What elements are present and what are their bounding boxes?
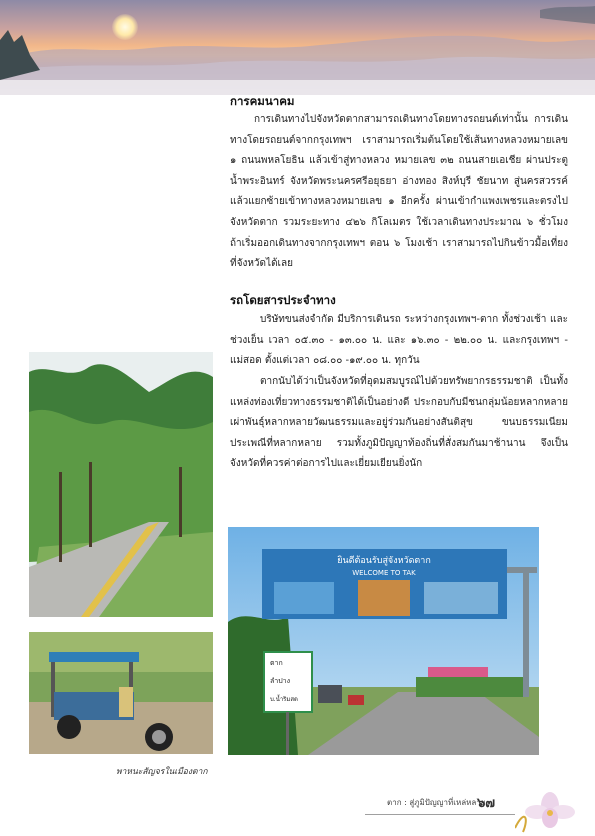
photo-welcome-sign xyxy=(228,527,539,755)
paragraph-province: ตากนับได้ว่าเป็นจังหวัดที่อุดมสมบูรณ์ไปด้วยทรัพยากรธรรมชาติ เป็นทั้งแหล่งท่องเที่ยวทางธรรมชาติได้เป็นอย่างดี ประกอบกับมีชนกลุ่มน้อยหลากหลายเผ่าพันธุ์หลากหลายวัฒนธรรมและอยู่ร่วมกันอย่างสันติสุข ขนบธรรมเนียมประเพณีที่หลากหลาย รวมทั้งภูมิปัญญาท้องถิ่นที่สั่งสมกันมาช้านาน จึงเป็นจังหวัดที่ควรค่าต่อการไปและเยี่ยมเยียนยิ่งนัก xyxy=(230,376,568,470)
photo-tuktuk xyxy=(29,632,213,754)
footer-rule xyxy=(365,814,515,815)
page-number: ๖๗ xyxy=(477,796,496,811)
road-sign-tak: ตาก xyxy=(270,659,283,667)
sign-thai-text: ยินดีต้อนรับสู่จังหวัดตาก xyxy=(337,556,431,566)
page-footer xyxy=(365,788,595,836)
paragraph-bus: บริษัทขนส่งจำกัด มีบริการเดินรถ ระหว่างกรุงเทพฯ-ตาก ทั้งช่วงเช้า และช่วงเย็น เวลา ๐๕.๓๐ - ๑๓.๐๐ น. และ ๑๖.๓๐ - ๒๒.๐๐ น. และกรุงเทพฯ - แม่สอด ตั้งแต่เวลา ๐๘.๐๐ -๑๙.๐๐ น. ทุกวัน xyxy=(230,314,568,367)
paragraph-transport: การเดินทางไปจังหวัดตากสามารถเดินทางโดยทางรถยนต์เท่านั้น การเดินทางโดยรถยนต์จากกรุงเทพฯ เราสามารถเริ่มต้นโดยใช้เส้นทางหลวงหมายเลข ๑ ถนนพหลโยธิน แล้วเข้าสู่ทางหลวง หมายเลข ๓๒ ถนนสายเอเชีย ผ่านประตูน้ำพระอินทร์ จังหวัดพระนครศรีอยุธยา อ่างทอง สิงห์บุรี ชัยนาท สู่นครสวรรค์ แล้วแยกซ้ายเข้าทางหลวงหมายเลข ๑ อีกครั้ง ผ่านเข้ากำแพงเพชรและตรงไปจังหวัดตาก รวมระยะทาง ๔๒๖ กิโลเมตร ใช้เวลาเดินทางประมาณ ๖ ชั่วโมง ถ้าเริ่มออกเดินทางจากกรุงเทพฯ ตอน ๖ โมงเช้า เราสามารถไปกินข้าวมื้อเที่ยงที่จังหวัดได้เลย xyxy=(230,114,568,270)
sign-english-text: WELCOME TO TAK xyxy=(352,569,416,577)
sunset-banner xyxy=(0,0,595,95)
photo-tree-road xyxy=(29,352,213,617)
mountain-silhouette xyxy=(0,0,595,95)
heading-bus: รถโดยสารประจำทาง xyxy=(230,293,336,307)
photo-caption: พาหนะสัญจรในเมืองตาก xyxy=(116,767,208,777)
road-sign-lampang: ลำปาง xyxy=(270,677,291,685)
flower-icon xyxy=(515,788,585,836)
footer-title: ตาก : สู่ภูมิปัญญาที่เหล่หลาย xyxy=(387,798,486,807)
heading-transport: การคมนาคม xyxy=(230,94,295,108)
road-sign-village: บ.น้ำริมสด xyxy=(270,696,298,703)
